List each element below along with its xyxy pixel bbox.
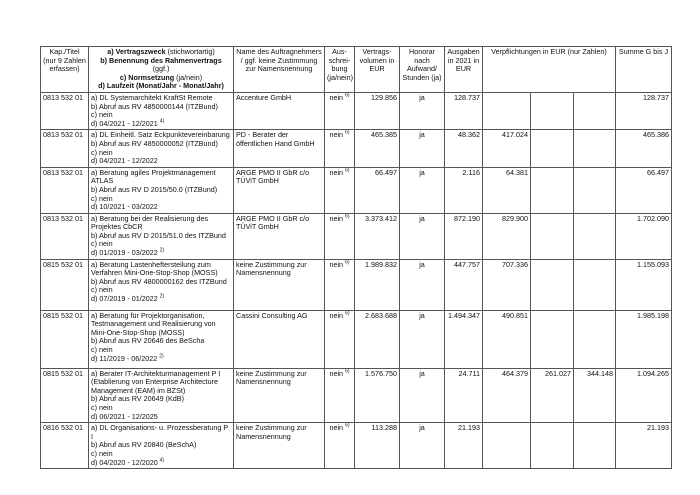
header-kap: Kap./Titel (nur 9 Zahlen erfassen) — [41, 47, 89, 93]
row-verpflichtung-1: 829.900 — [483, 213, 531, 259]
row-summe: 1.985.198 — [616, 310, 672, 368]
row-auftragnehmer: Cassini Consulting AG — [234, 310, 325, 368]
row-vertrag — [89, 368, 234, 423]
row-volumen: 129.856 — [355, 92, 400, 129]
header-summe: Summe G bis J — [616, 47, 672, 93]
row-vertrag-d-footnote: 4) — [159, 457, 165, 464]
row-vertrag-d-text: d) 04/2021 - 12/2021 — [91, 118, 158, 128]
row-verpflichtung-3: 344.148 — [574, 368, 616, 423]
row-volumen: 3.373.412 — [355, 213, 400, 259]
header-auftragnehmer: Name des Auftragnehmers / ggf. keine Zustimmung zur Namensnennung — [234, 47, 325, 93]
row-ausgaben: 2.116 — [445, 167, 483, 213]
header-ausschreibung: Aus-schrei-bung (ja/nein) — [325, 47, 355, 93]
row-vertrag-d-footnote: 4) — [159, 118, 165, 125]
row-vertrag-d — [91, 413, 231, 422]
row-vertrag — [89, 167, 234, 213]
row-vertrag-d-text: d) 07/2019 - 01/2022 — [91, 294, 158, 304]
table-row — [41, 423, 672, 469]
row-volumen: 1.576.750 — [355, 368, 400, 423]
row-vertrag-d-text: d) 06/2021 - 12/2025 — [91, 411, 158, 421]
row-verpflichtung-2 — [531, 259, 574, 310]
row-ausschreibung-footnote: 6) — [345, 422, 350, 429]
row-verpflichtung-1: 464.379 — [483, 368, 531, 423]
header-ausgaben: Ausgaben in 2021 in EUR — [445, 47, 483, 93]
row-ausschreibung — [325, 259, 355, 310]
row-ausgaben: 48.362 — [445, 130, 483, 167]
row-verpflichtung-1: 64.381 — [483, 167, 531, 213]
row-ausschreibung-text: nein — [329, 92, 344, 102]
row-vertrag-b: b) Abruf aus RV 20646 des BeScha — [91, 336, 205, 346]
row-ausschreibung-text: nein — [329, 167, 344, 177]
row-ausschreibung — [325, 368, 355, 423]
row-ausgaben: 872.190 — [445, 213, 483, 259]
row-summe: 1.094.265 — [616, 368, 672, 423]
row-vertrag-d-text: d) 04/2020 - 12/2020 — [91, 457, 158, 467]
row-verpflichtung-3 — [574, 167, 616, 213]
row-verpflichtung-1 — [483, 92, 531, 129]
row-summe: 21.193 — [616, 423, 672, 469]
row-vertrag-d-footnote: 2) — [159, 247, 165, 254]
row-kap: 0813 532 01 — [41, 167, 89, 213]
header-vertrag-d: d) Laufzeit (Monat/Jahr - Monat/Jahr) — [98, 81, 224, 91]
row-verpflichtung-2 — [531, 167, 574, 213]
row-volumen: 1.989.832 — [355, 259, 400, 310]
row-ausgaben: 447.757 — [445, 259, 483, 310]
row-ausschreibung — [325, 130, 355, 167]
row-vertrag-d — [91, 203, 231, 212]
row-ausschreibung-text: nein — [329, 130, 344, 140]
row-vertrag-c: c) nein — [91, 147, 113, 157]
row-vertrag-b: b) Abruf aus RV 4850000052 (ITZBund) — [91, 138, 218, 148]
row-ausgaben: 24.711 — [445, 368, 483, 423]
row-verpflichtung-1: 490.851 — [483, 310, 531, 368]
row-ausschreibung-footnote: 6) — [345, 310, 350, 317]
row-ausschreibung — [325, 423, 355, 469]
row-ausschreibung-text: nein — [329, 259, 344, 269]
header-verpflichtungen: Verpflichtungen in EUR (nur Zahlen) — [483, 47, 616, 93]
row-ausschreibung-text: nein — [329, 423, 344, 433]
row-volumen: 465.385 — [355, 130, 400, 167]
row-vertrag-a: a) Beratung agiles Projektmanagement ATLAS — [91, 167, 216, 186]
row-vertrag-c: c) nein — [91, 449, 113, 458]
row-vertrag-b: b) Abruf aus RV 20649 (KdB) — [91, 394, 184, 404]
row-vertrag-b: b) Abruf aus RV D 2015/51.0 des ITZBund — [91, 230, 226, 240]
row-vertrag — [89, 310, 234, 368]
row-kap: 0816 532 01 — [41, 423, 89, 469]
row-vertrag — [89, 259, 234, 310]
row-ausschreibung-text: nein — [329, 368, 344, 378]
row-vertrag-d — [91, 249, 231, 258]
row-ausschreibung-footnote: 6) — [345, 368, 350, 375]
row-vertrag-d — [91, 295, 231, 304]
row-verpflichtung-2 — [531, 92, 574, 129]
row-vertrag-d — [91, 355, 231, 364]
table-row — [41, 368, 672, 423]
row-ausgaben: 1.494.347 — [445, 310, 483, 368]
row-vertrag-a: a) DL Systemarchitekt KraftSt Remote — [91, 92, 213, 102]
row-volumen: 2.683.688 — [355, 310, 400, 368]
row-kap: 0815 532 01 — [41, 259, 89, 310]
row-honorar: ja — [400, 259, 445, 310]
row-ausschreibung-footnote: 6) — [345, 259, 350, 266]
header-vertrag-c: c) Normsetzung — [119, 72, 175, 82]
row-vertrag-d-footnote: 2) — [159, 293, 165, 300]
row-summe: 1.702.090 — [616, 213, 672, 259]
header-row — [41, 47, 672, 93]
row-honorar: ja — [400, 213, 445, 259]
row-honorar: ja — [400, 310, 445, 368]
row-vertrag-c: c) nein — [91, 285, 113, 295]
row-vertrag-c: c) nein — [91, 345, 113, 355]
row-auftragnehmer: Accenture GmbH — [234, 92, 325, 129]
row-vertrag — [89, 92, 234, 129]
row-vertrag — [89, 423, 234, 469]
row-summe: 128.737 — [616, 92, 672, 129]
table-row — [41, 310, 672, 368]
row-vertrag-d-footnote: 2) — [159, 353, 164, 360]
row-honorar: ja — [400, 423, 445, 469]
table-row — [41, 167, 672, 213]
row-kap: 0813 532 01 — [41, 130, 89, 167]
row-honorar: ja — [400, 368, 445, 423]
row-vertrag-c: c) nein — [91, 403, 113, 413]
row-kap: 0813 532 01 — [41, 92, 89, 129]
row-vertrag-c: c) nein — [91, 239, 113, 249]
row-verpflichtung-1: 417.024 — [483, 130, 531, 167]
row-vertrag-a: a) Beratung für Projektorganisation, Testmanagement und Realisierung von Mini-One-Stop-Shop (MOSS) — [91, 310, 216, 337]
row-honorar: ja — [400, 92, 445, 129]
row-ausschreibung — [325, 310, 355, 368]
row-ausschreibung-footnote: 6) — [345, 92, 350, 99]
row-vertrag-a: a) Beratung bei der Realisierung des Projektes CbCR — [91, 213, 209, 232]
table-row — [41, 259, 672, 310]
row-auftragnehmer: ARGE PMO II GbR c/o TÜViT GmbH — [234, 213, 325, 259]
row-auftragnehmer: PD - Berater der öffentlichen Hand GmbH — [234, 130, 325, 167]
header-vertrag-c-note: (ja/nein) — [174, 72, 203, 82]
row-ausgaben: 128.737 — [445, 92, 483, 129]
row-vertrag-d — [91, 120, 231, 129]
row-kap: 0813 532 01 — [41, 213, 89, 259]
row-verpflichtung-1 — [483, 423, 531, 469]
row-ausgaben: 21.193 — [445, 423, 483, 469]
row-summe: 465.386 — [616, 130, 672, 167]
row-auftragnehmer: keine Zustimmung zur Namensnennung — [234, 259, 325, 310]
row-volumen: 113.288 — [355, 423, 400, 469]
row-ausschreibung-footnote: 6) — [345, 129, 350, 136]
row-volumen: 66.497 — [355, 167, 400, 213]
row-auftragnehmer: ARGE PMO II GbR c/o TÜViT GmbH — [234, 167, 325, 213]
row-vertrag-d — [91, 459, 231, 468]
header-vertrag — [89, 47, 234, 93]
row-ausschreibung — [325, 167, 355, 213]
table-row — [41, 213, 672, 259]
row-verpflichtung-2 — [531, 213, 574, 259]
row-vertrag-d-text: d) 10/2021 - 03/2022 — [91, 202, 158, 212]
row-kap: 0815 532 01 — [41, 310, 89, 368]
row-auftragnehmer: keine Zustimmung zur Namensnennung — [234, 423, 325, 469]
row-vertrag — [89, 130, 234, 167]
header-vertrag-b: b) Benennung des Rahmenvertrags — [100, 55, 222, 65]
row-vertrag-c: c) nein — [91, 193, 113, 203]
row-ausschreibung — [325, 213, 355, 259]
header-vertrag-b-note: (ggf.) — [152, 64, 170, 74]
table-row — [41, 130, 672, 167]
header-vertrag-a-note: (stichwortartig) — [165, 47, 215, 56]
row-auftragnehmer: keine Zustimmung zur Namensnennung — [234, 368, 325, 423]
row-ausschreibung-footnote: 6) — [345, 213, 350, 220]
row-verpflichtung-3 — [574, 213, 616, 259]
row-ausschreibung — [325, 92, 355, 129]
row-vertrag-d-text: d) 01/2019 - 03/2022 — [91, 248, 158, 258]
row-vertrag-a: a) Berater IT-Architekturmanagement P I (Etablierung von Enterprise Architecture Management (EAM) im BZSt) — [91, 368, 221, 395]
row-vertrag-a: a) DL Organisations- u. Prozessberatung P I — [91, 423, 229, 441]
row-vertrag-c: c) nein — [91, 110, 113, 120]
row-vertrag-b: b) Abruf aus RV 4800000162 des ITZBund — [91, 276, 227, 286]
row-verpflichtung-3 — [574, 92, 616, 129]
row-vertrag-d — [91, 157, 231, 166]
row-verpflichtung-2 — [531, 310, 574, 368]
contracts-table — [40, 46, 672, 469]
row-honorar: ja — [400, 130, 445, 167]
row-ausschreibung-footnote: 6) — [345, 167, 350, 174]
row-verpflichtung-3 — [574, 310, 616, 368]
row-verpflichtung-3 — [574, 259, 616, 310]
row-vertrag-d-text: d) 04/2021 - 12/2022 — [91, 156, 158, 166]
table-row — [41, 92, 672, 129]
header-vertrag-a: a) Vertragszweck — [107, 47, 166, 56]
row-verpflichtung-3 — [574, 423, 616, 469]
row-summe: 66.497 — [616, 167, 672, 213]
row-vertrag-d-text: d) 11/2019 - 06/2022 — [91, 353, 158, 363]
row-ausschreibung-text: nein — [329, 310, 344, 320]
row-vertrag-b: b) Abruf aus RV 20840 (BeSchA) — [91, 440, 197, 450]
row-vertrag — [89, 213, 234, 259]
row-vertrag-a: a) Beratung Lastenheftersteilung zum Verfahren Mini-One-Stop-Shop (MOSS) — [91, 259, 218, 278]
row-vertrag-a: a) DL Einheitl. Satz Eckpunktevereinbarung — [91, 130, 230, 140]
header-volumen: Vertrags-volumen in EUR — [355, 47, 400, 93]
row-vertrag-b: b) Abruf aus RV 4850000144 (ITZBund) — [91, 101, 218, 111]
header-honorar: Honorar nach Aufwand/ Stunden (ja) — [400, 47, 445, 93]
row-verpflichtung-2 — [531, 130, 574, 167]
row-kap: 0815 532 01 — [41, 368, 89, 423]
row-honorar: ja — [400, 167, 445, 213]
row-summe: 1.155.093 — [616, 259, 672, 310]
row-ausschreibung-text: nein — [329, 213, 344, 223]
row-verpflichtung-3 — [574, 130, 616, 167]
row-vertrag-b: b) Abruf aus RV D 2015/50.0 (ITZBund) — [91, 184, 218, 194]
row-verpflichtung-2 — [531, 423, 574, 469]
row-verpflichtung-1: 707.336 — [483, 259, 531, 310]
row-verpflichtung-2: 261.027 — [531, 368, 574, 423]
